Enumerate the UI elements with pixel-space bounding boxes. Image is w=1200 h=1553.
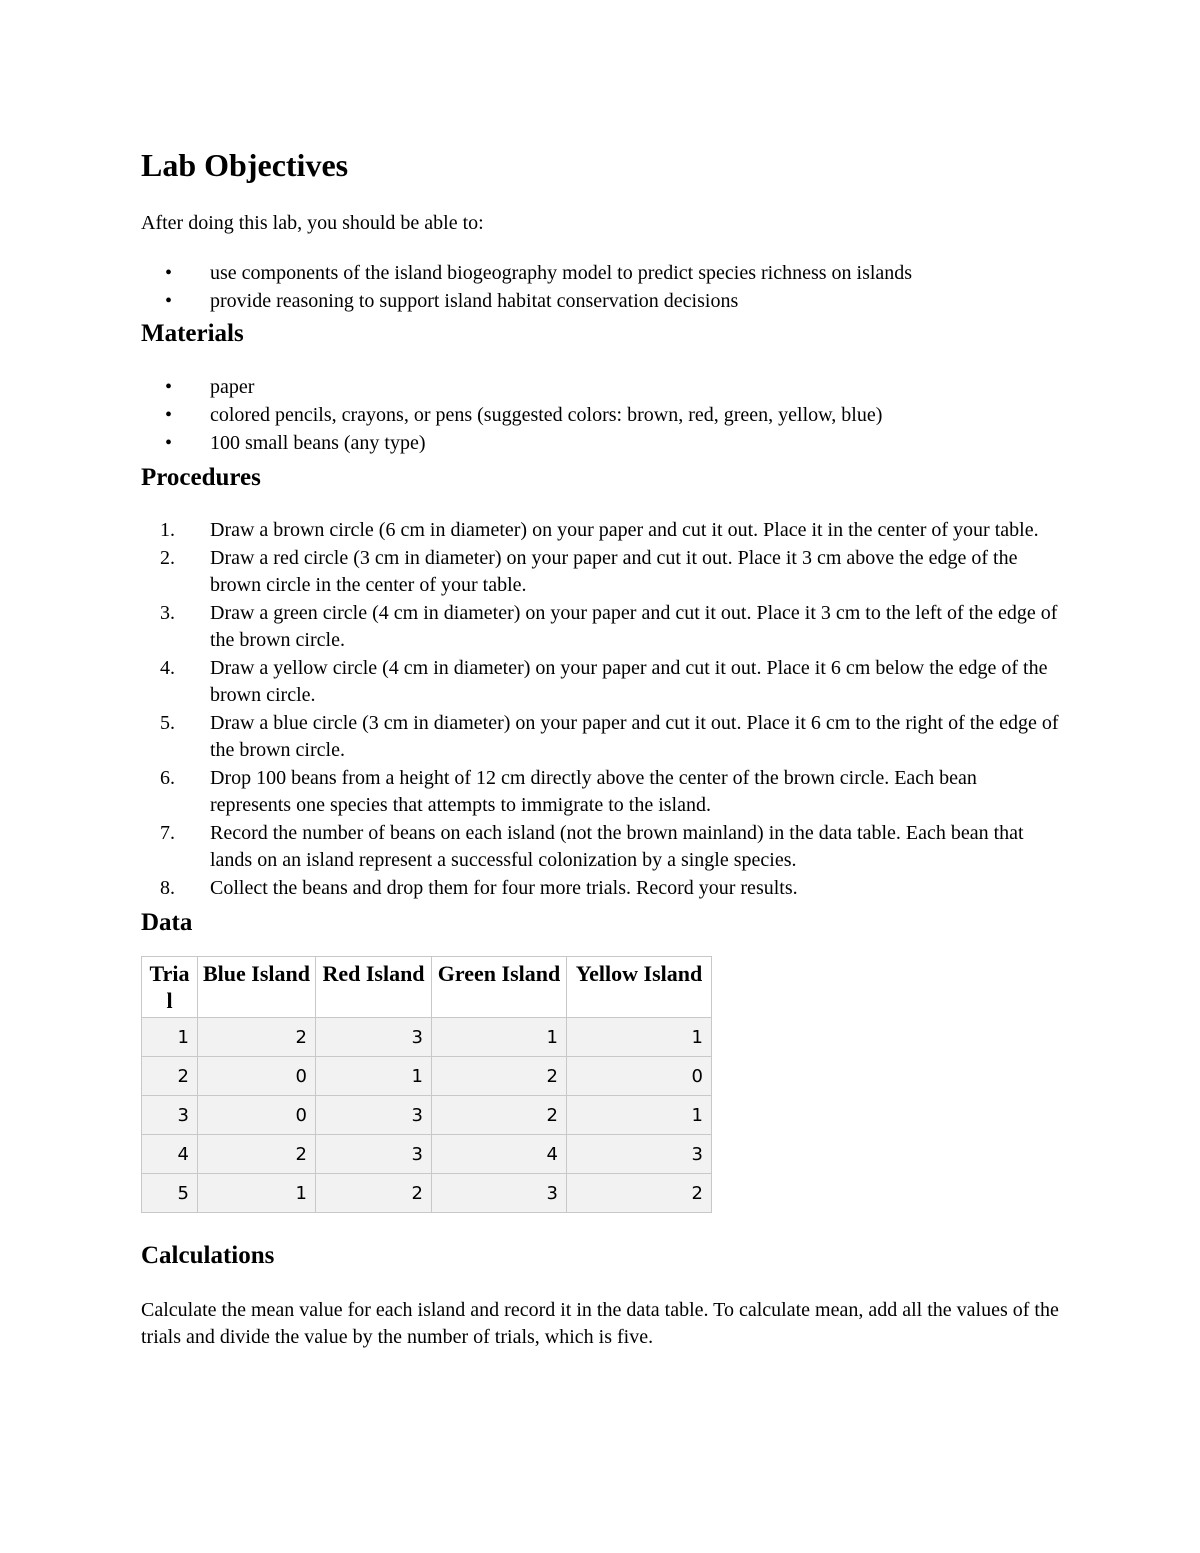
table-row: [142, 1096, 712, 1135]
table-cell: 0: [198, 1096, 316, 1135]
procedure-step: 3. Draw a green circle (4 cm in diameter) on your paper and cut it out. Place it 3 cm to the left of the edge of the brown circle.: [160, 601, 1058, 652]
procedure-step: 8. Collect the beans and drop them for four more trials. Record your results.: [160, 876, 798, 899]
column-header-yellow-island: Yellow Island: [567, 957, 712, 1018]
objectives-intro: After doing this lab, you should be able to:: [141, 212, 484, 235]
calculations-section: [141, 1241, 1061, 1351]
table-cell: 4: [142, 1135, 198, 1174]
table-row: [142, 1135, 712, 1174]
procedure-step: 5. Draw a blue circle (3 cm in diameter) on your paper and cut it out. Place it 6 cm to the right of the edge of the brown circle.: [160, 711, 1059, 762]
procedures-list: [141, 517, 1061, 902]
lab-objectives-heading: Lab Objectives: [141, 147, 349, 183]
table-cell: 1: [198, 1174, 316, 1213]
calculations-heading: Calculations: [141, 1242, 275, 1270]
table-cell: 2: [142, 1057, 198, 1096]
objectives-list: [141, 259, 1061, 315]
data-table: [141, 956, 712, 1213]
materials-list: [141, 373, 1061, 457]
bullet-icon: •: [165, 404, 173, 427]
table-cell: 3: [142, 1096, 198, 1135]
table-cell: 0: [198, 1057, 316, 1096]
bullet-icon: •: [165, 376, 173, 399]
table-cell: 0: [567, 1057, 712, 1096]
table-cell: 3: [316, 1018, 432, 1057]
procedure-step: 2. Draw a red circle (3 cm in diameter) on your paper and cut it out. Place it 3 cm above the edge of the brown circle in the center of your table.: [160, 546, 1018, 597]
table-cell: 2: [316, 1174, 432, 1213]
table-row: [142, 1057, 712, 1096]
procedure-step: 6. Drop 100 beans from a height of 12 cm directly above the center of the brown circle. Each bean represents one species that attempts to immigrate to the island.: [160, 766, 977, 817]
bullet-icon: •: [165, 290, 173, 313]
table-cell: 5: [142, 1174, 198, 1213]
table-cell: 1: [432, 1018, 567, 1057]
procedures-heading: Procedures: [141, 464, 261, 492]
procedure-step: 7. Record the number of beans on each island (not the brown mainland) in the data table. Each bean that lands on an island represent a successful colonization by a single species.: [160, 821, 1024, 872]
list-item: • use components of the island biogeography model to predict species richness on islands: [141, 259, 1061, 287]
table-cell: 1: [567, 1018, 712, 1057]
list-item: • provide reasoning to support island habitat conservation decisions: [141, 287, 1061, 315]
materials-heading: Materials: [141, 320, 244, 348]
table-header-row: [142, 957, 712, 1018]
table-cell: 2: [432, 1057, 567, 1096]
table-cell: 1: [142, 1018, 198, 1057]
table-cell: 4: [432, 1135, 567, 1174]
column-header-red-island: Red Island: [316, 957, 432, 1018]
table-cell: 3: [316, 1096, 432, 1135]
table-row: [142, 1174, 712, 1213]
list-item: • colored pencils, crayons, or pens (suggested colors: brown, red, green, yellow, blue): [141, 401, 1061, 429]
calculations-text: Calculate the mean value for each island and record it in the data table. To calculate mean, add all the values of the trials and divide the value by the number of trials, which is five.: [141, 1299, 1059, 1349]
table-cell: 2: [198, 1135, 316, 1174]
procedure-step: 1. Draw a brown circle (6 cm in diameter) on your paper and cut it out. Place it in the center of your table.: [160, 519, 1039, 542]
bullet-icon: •: [165, 262, 173, 285]
data-heading: Data: [141, 909, 193, 937]
table-cell: 3: [316, 1135, 432, 1174]
list-item: • 100 small beans (any type): [141, 429, 1061, 457]
table-cell: 2: [567, 1174, 712, 1213]
table-cell: 3: [432, 1174, 567, 1213]
table-cell: 3: [567, 1135, 712, 1174]
column-header-trial: Tria l: [142, 957, 198, 1018]
document-page: [141, 146, 1061, 1351]
bullet-icon: •: [165, 432, 173, 455]
column-header-green-island: Green Island: [432, 957, 567, 1018]
table-row: [142, 1018, 712, 1057]
column-header-blue-island: Blue Island: [198, 957, 316, 1018]
table-cell: 1: [567, 1096, 712, 1135]
procedure-step: 4. Draw a yellow circle (4 cm in diameter) on your paper and cut it out. Place it 6 cm below the edge of the brown circle.: [160, 656, 1048, 707]
table-cell: 2: [432, 1096, 567, 1135]
list-item: • paper: [141, 373, 1061, 401]
table-cell: 2: [198, 1018, 316, 1057]
table-cell: 1: [316, 1057, 432, 1096]
